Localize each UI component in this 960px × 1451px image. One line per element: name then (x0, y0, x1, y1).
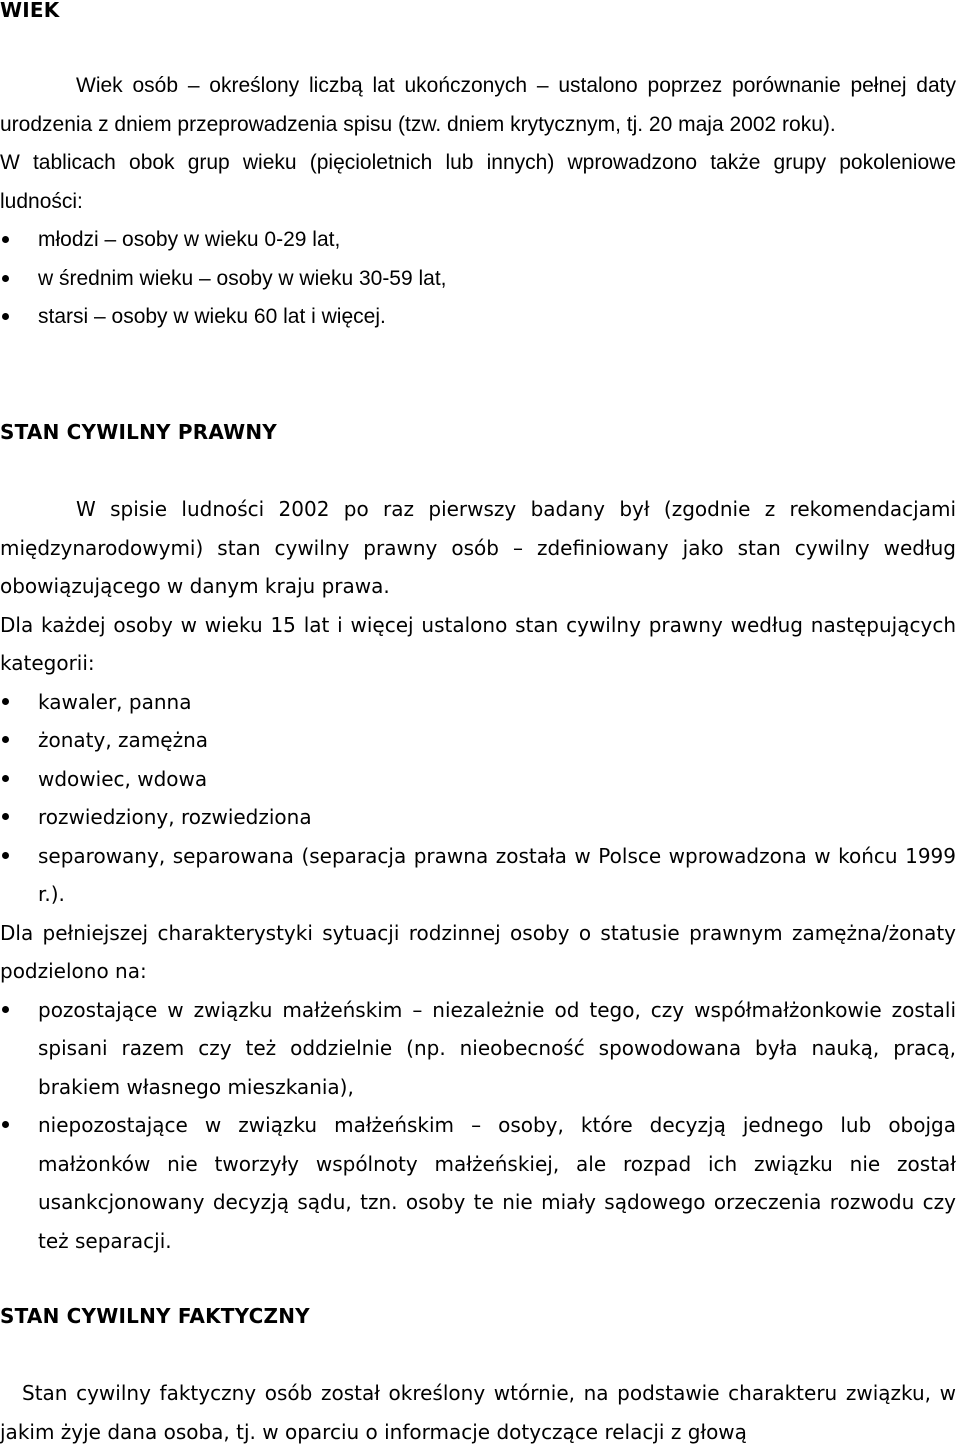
wiek-section-body (0, 67, 956, 337)
marital-status-categories-list (0, 683, 956, 914)
bullet-icon (2, 236, 9, 243)
list-item: separowany, separowana (separacja prawna została w Polsce wprowadzona w końcu 1999 r.). (0, 837, 956, 914)
section-title-stan-cywilny-faktyczny: STAN CYWILNY FAKTYCZNY (0, 1304, 310, 1328)
stan-prawny-section-body (0, 490, 956, 1260)
section-title-wiek: WIEK (0, 0, 60, 22)
list-item: w średnim wieku – osoby w wieku 30-59 lat, (0, 260, 956, 299)
list-item: niepozostające w związku małżeńskim – osoby, które decyzją jednego lub obojga małżonków nie tworzyły wspólnoty małżeńskiej, ale rozpad ich związku nie został usankcjonowany decyzją sądu, tzn. osoby te nie miały sądowego orzeczenia rozwodu czy też separacji. (0, 1106, 956, 1260)
list-item: starsi – osoby w wieku 60 lat i więcej. (0, 298, 956, 337)
stan-prawny-paragraph-3: Dla pełniejszej charakterystyki sytuacji rodzinnej osoby o statusie prawnym zamężna/żonaty podzielono na: (0, 920, 956, 983)
bullet-icon (2, 275, 9, 282)
list-item: pozostające w związku małżeńskim – niezależnie od tego, czy współmałżonkowie zostali spisani razem czy też oddzielnie (np. nieobecność spowodowana była nauką, pracą, brakiem własnego mieszkania), (0, 991, 956, 1107)
married-subdivision-list (0, 991, 956, 1261)
bullet-icon (2, 775, 9, 782)
bullet-icon (2, 698, 9, 705)
bullet-icon (2, 736, 9, 743)
bullet-icon (2, 852, 9, 859)
list-item: kawaler, panna (0, 683, 956, 722)
bullet-icon (2, 813, 9, 820)
list-item: wdowiec, wdowa (0, 760, 956, 799)
wiek-age-groups-list (0, 221, 956, 337)
bullet-icon (2, 1006, 9, 1013)
bullet-icon (2, 1121, 9, 1128)
stan-faktyczny-section-body (0, 1374, 956, 1451)
list-item: młodzi – osoby w wieku 0-29 lat, (0, 221, 956, 260)
section-title-stan-cywilny-prawny: STAN CYWILNY PRAWNY (0, 420, 277, 444)
stan-prawny-paragraph-1: W spisie ludności 2002 po raz pierwszy badany był (zgodnie z rekomendacjami międzynarodowymi) stan cywilny prawny osób – zdefiniowany jako stan cywilny według obowiązującego w danym kraju prawa. (0, 497, 956, 598)
wiek-paragraph-1: Wiek osób – określony liczbą lat ukończonych – ustalono poprzez porównanie pełnej daty urodzenia z dniem przeprowadzenia spisu (tzw. dniem krytycznym, tj. 20 maja 2002 roku). (0, 74, 956, 136)
bullet-icon (2, 313, 9, 320)
list-item: żonaty, zamężna (0, 721, 956, 760)
list-item: rozwiedziony, rozwiedziona (0, 798, 956, 837)
stan-faktyczny-paragraph-1: Stan cywilny faktyczny osób został określony wtórnie, na podstawie charakteru związku, w jakim żyje dana osoba, tj. w oparciu o informacje dotyczące relacji z głową (0, 1381, 956, 1444)
stan-prawny-paragraph-2: Dla każdej osoby w wieku 15 lat i więcej ustalono stan cywilny prawny według następujących kategorii: (0, 612, 956, 675)
wiek-paragraph-2: W tablicach obok grup wieku (pięcioletnich lub innych) wprowadzono także grupy pokoleniowe ludności: (0, 151, 956, 213)
